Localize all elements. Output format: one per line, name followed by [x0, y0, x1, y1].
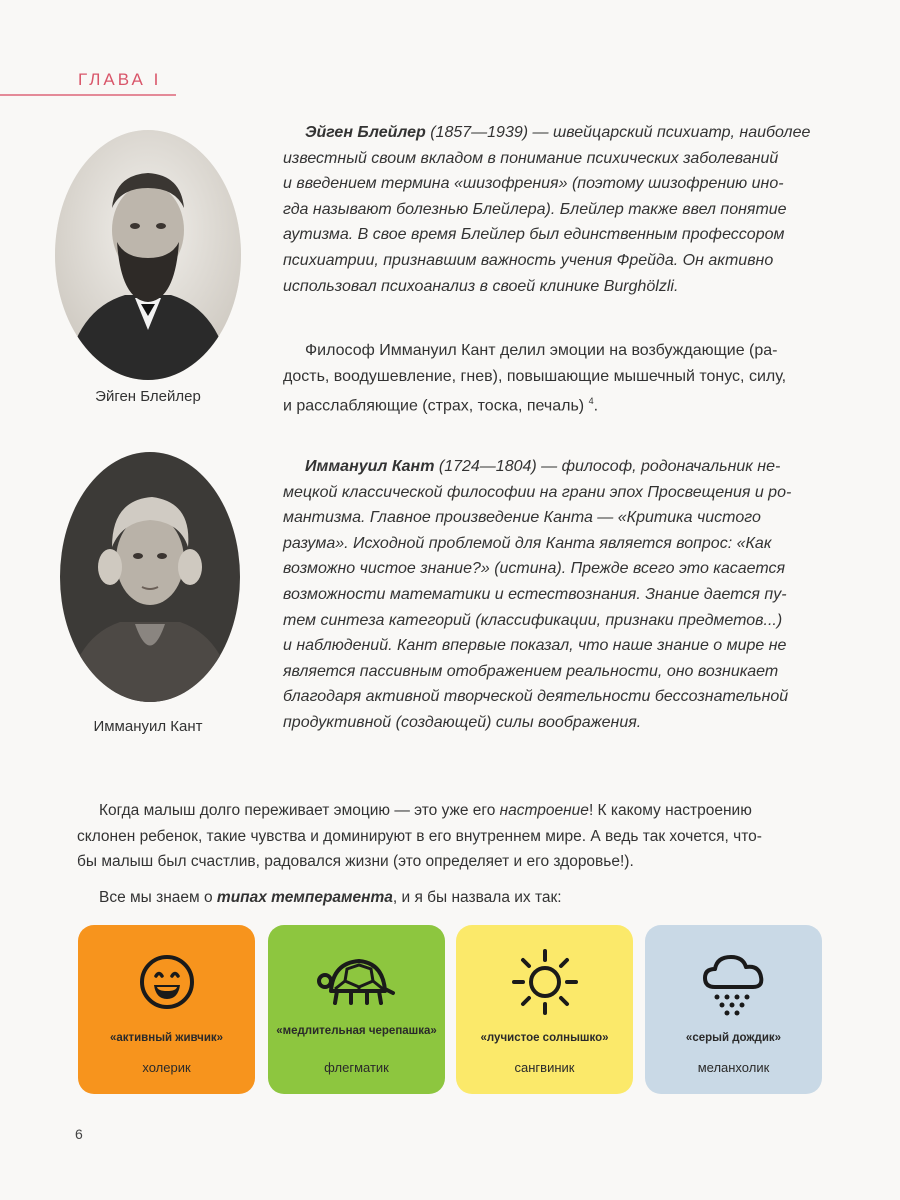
bio-line: Эйген Блейлер (1857—1939) — швейцарский психиатр, наиболее	[305, 124, 811, 141]
temperament-card-sanguine	[456, 925, 633, 1094]
text-line: бы малыш был счастлив, радовался жизни (это определяет и его здоровье!).	[77, 853, 634, 871]
chapter-rule	[0, 94, 176, 96]
emphasis: настроение	[499, 802, 589, 819]
kant-bio	[283, 454, 823, 736]
bio-line: психиатрии, признавшим важность учения Фрейда. Он активно	[283, 251, 774, 269]
bio-line: использовал психоанализ в своей клинике Burghölzli.	[283, 277, 679, 295]
turtle-icon	[268, 947, 445, 1017]
bio-line: является пассивным отображением реальности, оно возникает	[283, 662, 779, 680]
bio-line: и наблюдений. Кант впервые показал, что наше знание о мире не	[283, 637, 787, 655]
bio-line: аутизма. В свое время Блейлер был единственным профессором	[283, 226, 785, 244]
text-line: и расслабляющие (страх, тоска, печаль) $^4$.	[283, 396, 599, 415]
card-label: «активный живчик»	[109, 1032, 224, 1044]
temperament-intro: Все мы знаем о типах темперамента, и я бы назвала их так:	[99, 889, 562, 906]
sun-icon	[456, 947, 633, 1017]
bleuler-bio	[283, 120, 823, 299]
bio-line: разума». Исходной проблемой для Канта является вопрос: «Как	[283, 534, 772, 552]
bio-name: Иммануил Кант	[305, 458, 435, 475]
card-label: «медлительная черепашка»	[276, 1025, 437, 1037]
emphasis: типах темперамента	[216, 889, 393, 906]
bio-line: и введением термина «шизофрения» (поэтому шизофрению ино-	[283, 175, 784, 193]
bio-line: Иммануил Кант (1724—1804) — философ, родоначальник не-	[305, 458, 781, 475]
bio-line: тем синтеза категорий (классификации, признаки предметов...)	[283, 611, 783, 629]
temperament-card-phlegmatic	[268, 925, 445, 1094]
text-line: склонен ребенок, такие чувства и доминируют в его внутреннем мире. А ведь так хочется, что-	[77, 827, 762, 845]
card-type: меланхолик	[697, 1060, 770, 1075]
bio-line: возможности математики и естествознания. Знание дается пу-	[283, 585, 787, 603]
bleuler-portrait	[55, 130, 241, 380]
bio-line: мантизма. Главное произведение Канта — «Критика чистого	[283, 509, 761, 527]
bio-line: продуктивной (создающей) силы воображения.	[283, 713, 642, 731]
bio-line: гда называют болезнью Блейлера). Блейлер также ввел понятие	[283, 200, 787, 218]
card-label: «лучистое солнышко»	[480, 1032, 609, 1044]
smiley-face-icon	[78, 947, 255, 1017]
card-type: холерик	[142, 1060, 191, 1075]
mood-paragraph	[77, 798, 827, 875]
temperament-card-choleric	[78, 925, 255, 1094]
text-line: Философ Иммануил Кант делил эмоции на возбуждающие (ра-	[305, 342, 778, 359]
kant-emotions-paragraph	[283, 338, 823, 419]
rain-cloud-icon	[645, 947, 822, 1017]
footnote-marker: 4	[588, 396, 594, 407]
text-line: Когда малыш долго переживает эмоцию — это уже его настроение! К какому настроению	[99, 802, 752, 819]
card-label: «серый дождик»	[685, 1032, 782, 1044]
bio-name: Эйген Блейлер	[305, 124, 426, 141]
kant-caption: Иммануил Кант	[93, 718, 203, 735]
card-type: флегматик	[324, 1060, 389, 1075]
bleuler-caption: Эйген Блейлер	[95, 388, 201, 405]
card-type: сангвиник	[514, 1060, 575, 1075]
bio-line: известный своим вкладом в понимание психических заболеваний	[283, 149, 779, 167]
bio-line: мецкой классической философии на грани эпох Просвещения и ро-	[283, 483, 792, 501]
text-line: дость, воодушевление, гнев), повышающие мышечный тонус, силу,	[283, 367, 787, 385]
page-number: 6	[75, 1126, 83, 1142]
bio-line: возможно чистое знание?» (истина). Прежде всего это касается	[283, 560, 786, 578]
temperament-card-melancholic	[645, 925, 822, 1094]
chapter-heading: ГЛАВА I	[78, 70, 162, 89]
kant-portrait	[60, 452, 240, 702]
bio-line: благодаря активной творческой деятельности бессознательной	[283, 688, 789, 706]
